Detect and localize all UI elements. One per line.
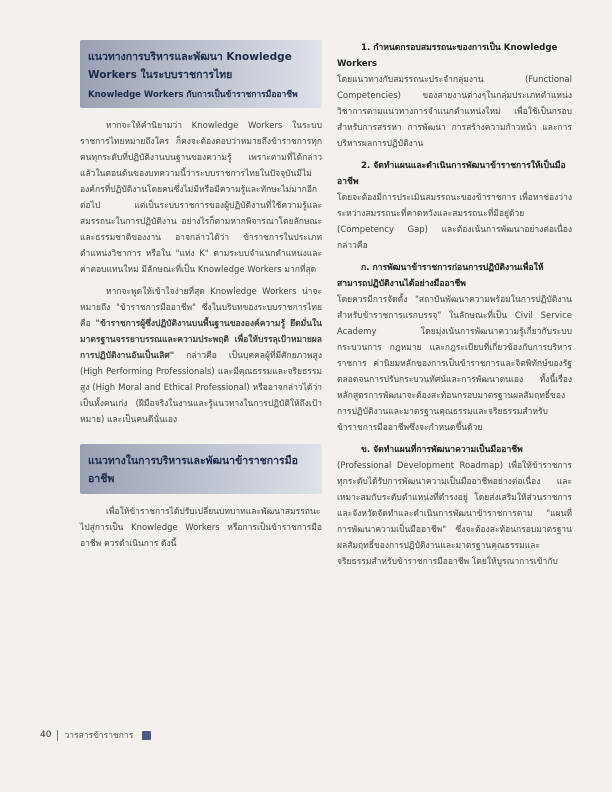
item-1-title: 1. กำหนดกรอบสมรรถนะของการเป็น Knowledge Workers: [337, 43, 558, 69]
section-heading-knowledge-workers: [80, 40, 322, 108]
paragraph-lead: หากจะพูดให้เข้าใจง่ายที่สุด Knowledge Workers น่าจะหมายถึง "ข้าราชการมืออาชีพ" ซึ่งในบริบทของระบบราชการไทย คือ: [80, 287, 322, 329]
footer-divider: [57, 730, 58, 741]
magazine-name: วารสารข้าราชการ: [64, 731, 134, 741]
item-b-body: (Professional Development Roadmap) เพื่อให้ข้าราชการทุกระดับได้รับการพัฒนาความเป็นมืออาชีพอย่างต่อเนื่อง และเหมาะสมกับระดับตำแหน่งที่ดำรงอยู่ โดยส่งเสริมให้ส่วนราชการและจังหวัดจัดทำและดำเนินการพัฒนาข้าราชการตาม "แผนที่การพัฒนาความเป็นมืออาชีพ" ซึ่งจะต้องสะท้อนกรอบมาตรฐานผลสัมฤทธิ์ของการปฏิบัติงานและมาตรฐานคุณธรรมและจริยธรรมสำหรับข้าราชการมืออาชีพ โดยให้บูรณาการเข้ากับ: [337, 461, 572, 567]
item-2-title: 2. จัดทำแผนและดำเนินการพัฒนาข้าราชการให้เป็นมืออาชีพ: [337, 161, 566, 187]
paragraph-intro-steps: เพื่อให้ข้าราชการได้ปรับเปลี่ยนบทบาทและพัฒนาสมรรถนะไปสู่การเป็น Knowledge Workers หรือการเป็นข้าราชการมืออาชีพ ควรดำเนินการ ดังนี้: [80, 507, 322, 549]
magazine-logo-icon: [142, 731, 151, 740]
page-footer: [40, 728, 151, 742]
section-title: แนวทางในการบริหารและพัฒนาข้าราชการมืออาชีพ: [88, 455, 298, 485]
right-column: [337, 40, 572, 576]
item-a-body: โดยควรมีการจัดตั้ง "สถาบันพัฒนาความพร้อมในการปฏิบัติงานสำหรับข้าราชการแรกบรรจุ" ในลักษณะที่เป็น Civil Service Academy โดยมุ่งเน้นการพัฒนาความรู้เกี่ยวกับระบบ กระบวนการ กฎหมาย และกฎระเบียบที่เกี่ยวข้องกับการบริหารราชการ ค่านิยมหลักของการเป็นข้าราชการและจิตพิทักษ์ของรัฐ ตลอดจนการปรับกระบวนทัศน์และการพัฒนาตนเอง ทั้งนี้เรื่องหลักสูตรการพัฒนาจะต้องสะท้อนกรอบมาตรฐานผลสัมฤทธิ์ของการปฏิบัติงานและมาตรฐานคุณธรรมและจริยธรรมสำหรับข้าราชการมืออาชีพซึ่งจะกำหนดขึ้นด้วย: [337, 295, 572, 433]
item-1-body: โดยแนวทางกับสมรรถนะประจำกลุ่มงาน (Functional Competencies) ของสายงานต่างๆในกลุ่มประเภทตำแหน่งวิชาการตามแนวทางการจำแนกตำแหน่งใหม่ เพื่อใช้เป็นกรอบสำหรับการสรรหา การพัฒนา การสร้างความก้าวหน้า และการบริหารผลการปฏิบัติงาน: [337, 75, 572, 149]
section-heading-guidelines: [80, 444, 322, 494]
section-subtitle: Knowledge Workers กับการเป็นข้าราชการมืออาชีพ: [88, 90, 298, 100]
paragraph-definition: หากจะให้คำนิยามว่า Knowledge Workers ในระบบราชการไทยหมายถึงใคร ก็คงจะต้องตอบว่าหมายถึงข้าราชการทุกคนทุกระดับที่ปฏิบัติงานบนฐานของความรู้ เพราะตามที่ได้กล่าวแล้วในตอนต้นของบทความนี้ว่าระบบราชการไทยในปัจจุบันมีไม่องค์กรที่ปฏิบัติงานโดยคนซึ่งไม่มีหรือมีความรู้และทักษะไม่มากอีกต่อไป แต่เป็นระบบราชการของผู้ปฏิบัติงานที่ใช้ความรู้และสมรรถนะในการปฏิบัติงาน อย่างไรก็ตามหากพิจารณาโดยลักษณะและธรรมชาติของงาน อาจกล่าวได้ว่า ข้าราชการในประเภทตำแหน่งวิชาการ หรือใน "แท่ง K" ตามระบบจำแนกตำแหน่งและค่าตอบแทนใหม่ มีลักษณะที่เป็น Knowledge Workers มากที่สุด: [80, 121, 322, 275]
paragraph-emphasis: "ข้าราชการผู้ซึ่งปฏิบัติงานบนพื้นฐานขององค์ความรู้ ยึดมั่นในมาตรฐานจรรยาบรรณและความประพฤติ เพื่อให้บรรลุเป้าหมายผลการปฏิบัติงานอันเป็นเลิศ": [80, 319, 322, 361]
section-title: แนวทางการบริหารและพัฒนา Knowledge Workers ในระบบราชการไทย: [88, 51, 292, 81]
page-number: 40: [40, 730, 52, 740]
paragraph-professional: [80, 284, 322, 428]
paragraph-tail: กล่าวคือ เป็นบุคคลผู้ที่มีศักยภาพสูง (High Performing Professionals) และมีคุณธรรมและจริยธรรมสูง (High Moral and Ethical Professional) หรืออาจกล่าวได้ว่าเป็นทั้งคนเก่ง (ฝีมือจริงในงานและรู้แนวทางในการปฏิบัติให้ถึงเป้าหมาย) และเป็นคนดีนั่นเอง: [80, 351, 323, 425]
item-a-title: ก. การพัฒนาข้าราชการก่อนการปฏิบัติงานเพื่อให้สามารถปฏิบัติงานได้อย่างมืออาชีพ: [337, 263, 544, 289]
item-2-body: โดยจะต้องมีการประเมินสมรรถนะของข้าราชการ เพื่อหาช่องว่างระหว่างสมรรถนะที่คาดหวังและสมรรถนะที่มีอยู่ด้วย (Competency Gap) และต้องเน้นการพัฒนาอย่างต่อเนื่อง กล่าวคือ: [337, 193, 572, 251]
item-b-title: ข. จัดทำแผนที่การพัฒนาความเป็นมืออาชีพ: [361, 445, 523, 455]
left-column: [80, 40, 322, 558]
